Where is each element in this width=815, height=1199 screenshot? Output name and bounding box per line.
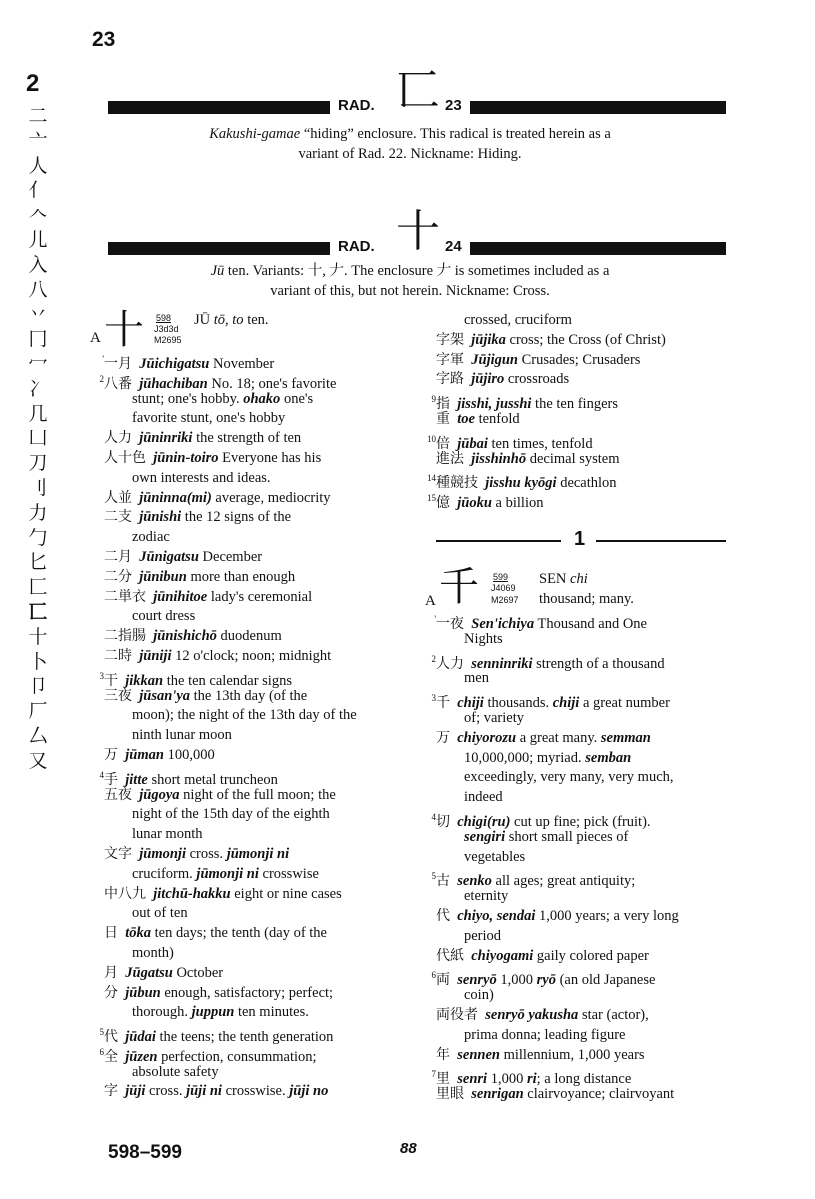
radical-strip-item: 冖	[28, 352, 48, 375]
entry-line: indeed	[464, 789, 503, 806]
entry-number: 599	[493, 572, 509, 582]
entry-line: 分 jūbun enough, satisfactory; perfect;	[104, 984, 334, 1001]
description-line: variant of Rad. 22. Nickname: Hiding.	[298, 146, 522, 162]
stroke-count: 2	[26, 70, 40, 97]
entry-line: 年 sennen millennium, 1,000 years	[436, 1046, 645, 1063]
entry-line: 字架 jūjika cross; the Cross (of Christ)	[436, 331, 666, 348]
entry-line: out of ten	[132, 905, 188, 922]
entry-line: 二指腸 jūnishichō duodenum	[104, 628, 282, 645]
radical-strip-item: 十	[28, 625, 48, 648]
rule-right	[470, 242, 726, 255]
entry-line: Nights	[464, 630, 503, 647]
footer-entry-range: 598–599	[108, 1142, 182, 1163]
entry-line: 二単衣 jūnihitoe lady's ceremonial	[104, 588, 313, 605]
entry-line: stunt; one's hobby. ohako one's	[132, 390, 314, 407]
entry-line: absolute safety	[132, 1063, 219, 1080]
entry-line: $^2$人力 senninriki strength of a thousand	[431, 653, 665, 672]
entry-line: 文字 jūmonji cross. jūmonji ni	[104, 845, 290, 862]
radical-23-header	[108, 65, 726, 117]
right-column-bottom	[422, 610, 752, 1105]
entry-line: lunar month	[132, 826, 203, 843]
entry-kanji: 千	[439, 564, 479, 610]
entry-line: 万 jūman 100,000	[104, 746, 215, 763]
entry-number: 598	[156, 313, 172, 323]
entry-line: 重 toe tenfold	[436, 410, 520, 427]
entry-line: $^4$切 chigi(ru) cut up fine; pick (fruit).	[431, 811, 651, 830]
rad-label: RAD.	[338, 238, 375, 255]
entry-line: own interests and ideas.	[132, 469, 271, 486]
entry-line: 中八九 jitchū-hakku eight or nine cases	[104, 885, 342, 902]
radical-strip-item: 冂	[28, 328, 48, 351]
left-column	[90, 350, 420, 1102]
radical-glyph: 匸	[396, 65, 440, 116]
radical-strip-item: 丷	[28, 303, 48, 326]
rad-label: RAD.	[338, 97, 375, 114]
entry-line: of; variety	[464, 709, 524, 726]
radical-strip-item: 又	[28, 749, 48, 772]
description-line: Jū ten. Variants: 十, 𠂇. The enclosure 𠂇 is sometimes included as a	[210, 263, 610, 279]
entry-line: $^{14}$種競技 jisshu kyōgi decathlon	[427, 473, 617, 492]
entry-line: exceedingly, very many, very much,	[464, 769, 674, 786]
entry-line: 両役者 senryō yakusha star (actor),	[436, 1006, 649, 1023]
entry-line: $^6$全 jūzen perfection, consummation;	[99, 1046, 317, 1065]
radical-strip-item: 厶	[28, 724, 48, 747]
entry-line: night of the 15th day of the eighth	[132, 806, 330, 823]
radical-number: 24	[445, 238, 462, 255]
entry-line: court dress	[132, 608, 196, 625]
entry-line: eternity	[464, 888, 509, 905]
description-line: Kakushi-gamae “hiding” enclosure. This radical is treated herein as a	[209, 126, 611, 142]
radical-strip-item: 卜	[28, 650, 48, 673]
radical-24-header	[108, 206, 726, 258]
entry-line: $^{10}$倍 jūbai ten times, tenfold	[427, 433, 593, 452]
entry-kanji: 十	[104, 307, 144, 353]
entry-line: 二分 jūnibun more than enough	[104, 568, 296, 585]
radical-strip-item: 𠆢	[28, 204, 48, 227]
radical-strip-item: 入	[28, 253, 48, 276]
entry-line: $^6$両 senryō 1,000 ryō (an old Japanese	[431, 970, 656, 989]
stroke-divider	[436, 530, 726, 550]
entry-code: J3d3d	[154, 324, 179, 334]
radical-strip-item: 厂	[28, 700, 48, 723]
entry-line: 人並 jūninna(mi) average, mediocrity	[104, 489, 331, 506]
entry-code: M2695	[154, 335, 182, 345]
entry-line: moon); the night of the 13th day of the	[132, 707, 357, 724]
footer-page-number: 88	[400, 1140, 417, 1157]
entry-code: M2697	[491, 595, 519, 605]
radical-23-description	[100, 124, 720, 164]
entry-line: 字軍 Jūjigun Crusades; Crusaders	[436, 351, 641, 368]
entry-line: $^5$古 senko all ages; great antiquity;	[431, 871, 636, 890]
entry-grade: A	[425, 593, 436, 609]
entry-line: 二時 jūniji 12 o'clock; noon; midnight	[104, 647, 332, 664]
entry-line: 二月 Jūnigatsu December	[104, 548, 263, 565]
entry-line: period	[464, 927, 502, 944]
entry-grade: A	[90, 330, 101, 346]
entry-line: men	[464, 670, 489, 687]
entry-line: crossed, cruciform	[464, 312, 572, 328]
page-number-top: 23	[92, 28, 116, 51]
right-column-top	[422, 311, 752, 509]
entry-599-header	[425, 564, 745, 612]
entry-line: 人十色 jūnin-toiro Everyone has his	[104, 449, 322, 466]
radical-strip-item: 几	[28, 402, 48, 425]
entry-reading: JŪ tō, to ten.	[194, 312, 269, 328]
entry-line: $^3$干 jikkan the ten calendar signs	[99, 670, 292, 689]
radical-index-strip	[18, 104, 58, 774]
radical-strip-item: 冫	[28, 377, 48, 400]
radical-strip-item: 二	[28, 105, 48, 127]
entry-reading: SEN chi	[539, 571, 588, 587]
entry-line: $^5$代 jūdai the teens; the tenth generation	[99, 1027, 334, 1045]
radical-strip-item: 卩	[28, 675, 48, 698]
entry-line: prima donna; leading figure	[464, 1026, 626, 1043]
entry-line: $^{15}$億 jūoku a billion	[427, 493, 544, 511]
entry-line: 字 jūji cross. jūji ni crosswise. jūji no	[104, 1083, 329, 1100]
entry-line: $^4$手 jitte short metal truncheon	[99, 769, 278, 788]
entry-line: '一月 Jūichigatsu November	[102, 354, 275, 372]
entry-line: $^3$千 chiji thousands. chiji a great number	[431, 693, 670, 712]
radical-strip-item: 凵	[28, 427, 48, 450]
entry-line: month)	[132, 944, 174, 961]
rule-right	[470, 101, 726, 114]
radical-strip-item: 匸	[28, 600, 48, 623]
entry-line: 代 chiyo, sendai 1,000 years; a very long	[436, 907, 679, 924]
entry-line: zodiac	[132, 529, 170, 546]
rule-left	[108, 101, 330, 114]
entry-line: thorough. juppun ten minutes.	[132, 1004, 309, 1021]
entry-code: J4069	[491, 583, 516, 593]
entry-line: $^9$指 jisshi, jusshi the ten fingers	[431, 394, 618, 413]
radical-strip-item: 匚	[28, 576, 48, 599]
entry-line: $^7$里 senri 1,000 ri; a long distance	[431, 1069, 632, 1088]
entry-line: 二支 jūnishi the 12 signs of the	[104, 509, 292, 526]
radical-strip-item: 儿	[28, 228, 48, 251]
entry-line: 人力 jūninriki the strength of ten	[104, 430, 302, 447]
radical-strip-item: 刀	[28, 452, 48, 475]
entry-line: cruciform. jūmonji ni crosswise	[132, 865, 319, 882]
entry-line: 字路 jūjiro crossroads	[436, 371, 570, 388]
entry-line: vegetables	[464, 848, 526, 865]
entry-line: 万 chiyorozu a great many. semman	[436, 729, 651, 746]
radical-strip-item: 亻	[28, 179, 48, 202]
entry-line: favorite stunt, one's hobby	[132, 410, 286, 427]
entry-line: ninth lunar moon	[132, 727, 232, 744]
radical-glyph: 十	[396, 206, 440, 257]
entry-meaning: thousand; many.	[539, 591, 634, 607]
radical-24-description	[100, 261, 720, 301]
radical-strip-item: 八	[28, 278, 48, 301]
entry-line: 代紙 chiyogami gaily colored paper	[436, 947, 649, 964]
entry-line: 里眼 senrigan clairvoyance; clairvoyant	[436, 1086, 675, 1103]
entry-line: 月 Jūgatsu October	[104, 964, 224, 981]
divider-number: 1	[574, 528, 586, 550]
entry-line: 進法 jisshinhō decimal system	[436, 450, 620, 467]
rule-left	[108, 242, 330, 255]
radical-number: 23	[445, 97, 462, 114]
radical-strip-item: 亠	[28, 129, 48, 152]
entry-line: sengiri short small pieces of	[464, 828, 629, 845]
description-line: variant of this, but not herein. Nickname: Cross.	[270, 283, 550, 299]
entry-line: $^2$八番 jūhachiban No. 18; one's favorite	[99, 373, 337, 392]
entry-line: 五夜 jūgoya night of the full moon; the	[104, 786, 336, 803]
radical-strip-item: 刂	[28, 476, 48, 499]
entry-line: 日 tōka ten days; the tenth (day of the	[104, 925, 327, 942]
entry-line: '一夜 Sen'ichiya Thousand and One	[434, 614, 647, 632]
entry-line: coin)	[464, 987, 494, 1004]
radical-strip-item: 人	[28, 154, 48, 177]
radical-strip-item: 勹	[28, 526, 48, 549]
entry-line: 10,000,000; myriad. semban	[464, 749, 632, 766]
entry-598-header	[90, 307, 420, 353]
radical-strip-item: 匕	[28, 551, 48, 574]
radical-strip-item: 力	[28, 501, 48, 524]
entry-line: 三夜 jūsan'ya the 13th day (of the	[104, 687, 308, 704]
